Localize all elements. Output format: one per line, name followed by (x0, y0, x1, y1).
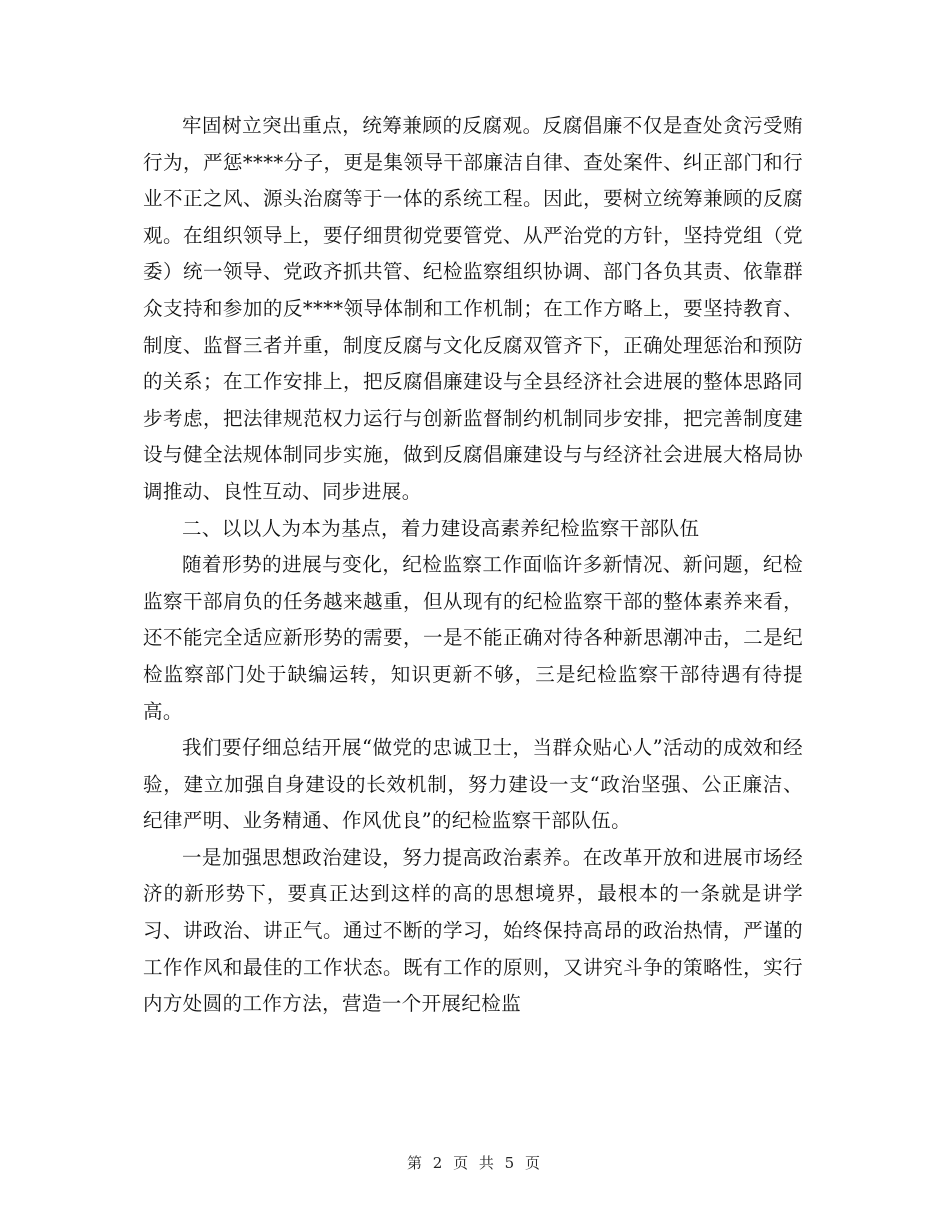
paragraph-ideological-building: 一是加强思想政治建设，努力提高政治素养。在改革开放和进展市场经济的新形势下，要真正达到这样的高的思想境界，最根本的一条就是讲学习、讲政治、讲正气。通过不断的学习，始终保持高昂的政治热情，严谨的工作作风和最佳的工作状态。既有工作的原则，又讲究斗争的策略性，实行内方处圆的工作方法，营造一个开展纪检监 (143, 845, 803, 1016)
section-heading-two: 二、以以人为本为基点，着力建设高素养纪检监察干部队伍 (182, 516, 700, 540)
paragraph-anticorruption-view: 牢固树立突出重点，统筹兼顾的反腐观。反腐倡廉不仅是查处贪污受贿行为，严惩****分子，更是集领导干部廉洁自律、查处案件、纠正部门和行业不正之风、源头治腐等于一体的系统工程。因此，要树立统筹兼顾的反腐观。在组织领导上，要仔细贯彻党要管党、从严治党的方针，坚持党组（党委）统一领导、党政齐抓共管、纪检监察组织协调、部门各负其责、依靠群众支持和参加的反****领导体制和工作机制；在工作方略上，要坚持教育、制度、监督三者并重，制度反腐与文化反腐双管齐下，正确处理惩治和预防的关系；在工作安排上，把反腐倡廉建设与全县经济社会进展的整体思路同步考虑，把法律规范权力运行与创新监督制约机制同步安排，把完善制度建设与健全法规体制同步实施，做到反腐倡廉建设与与经济社会进展大格局协调推动、良性互动、同步进展。 (143, 114, 803, 503)
document-body (143, 108, 803, 1023)
paragraph-situation: 随着形势的进展与变化，纪检监察工作面临许多新情况、新问题，纪检监察干部肩负的任务越来越重，但从现有的纪检监察干部的整体素养来看，还不能完全适应新形势的需要，一是不能正确对待各种新思潮冲击，二是纪检监察部门处于缺编运转，知识更新不够，三是纪检监察干部待遇有待提高。 (143, 553, 803, 723)
paragraph-summary-experience: 我们要仔细总结开展“做党的忠诚卫士，当群众贴心人”活动的成效和经验，建立加强自身建设的长效机制，努力建设一支“政治坚强、公正廉洁、纪律严明、业务精通、作风优良”的纪检监察干部队伍。 (143, 736, 803, 833)
page-number-footer: 第 2 页 共 5 页 (407, 1154, 543, 1172)
